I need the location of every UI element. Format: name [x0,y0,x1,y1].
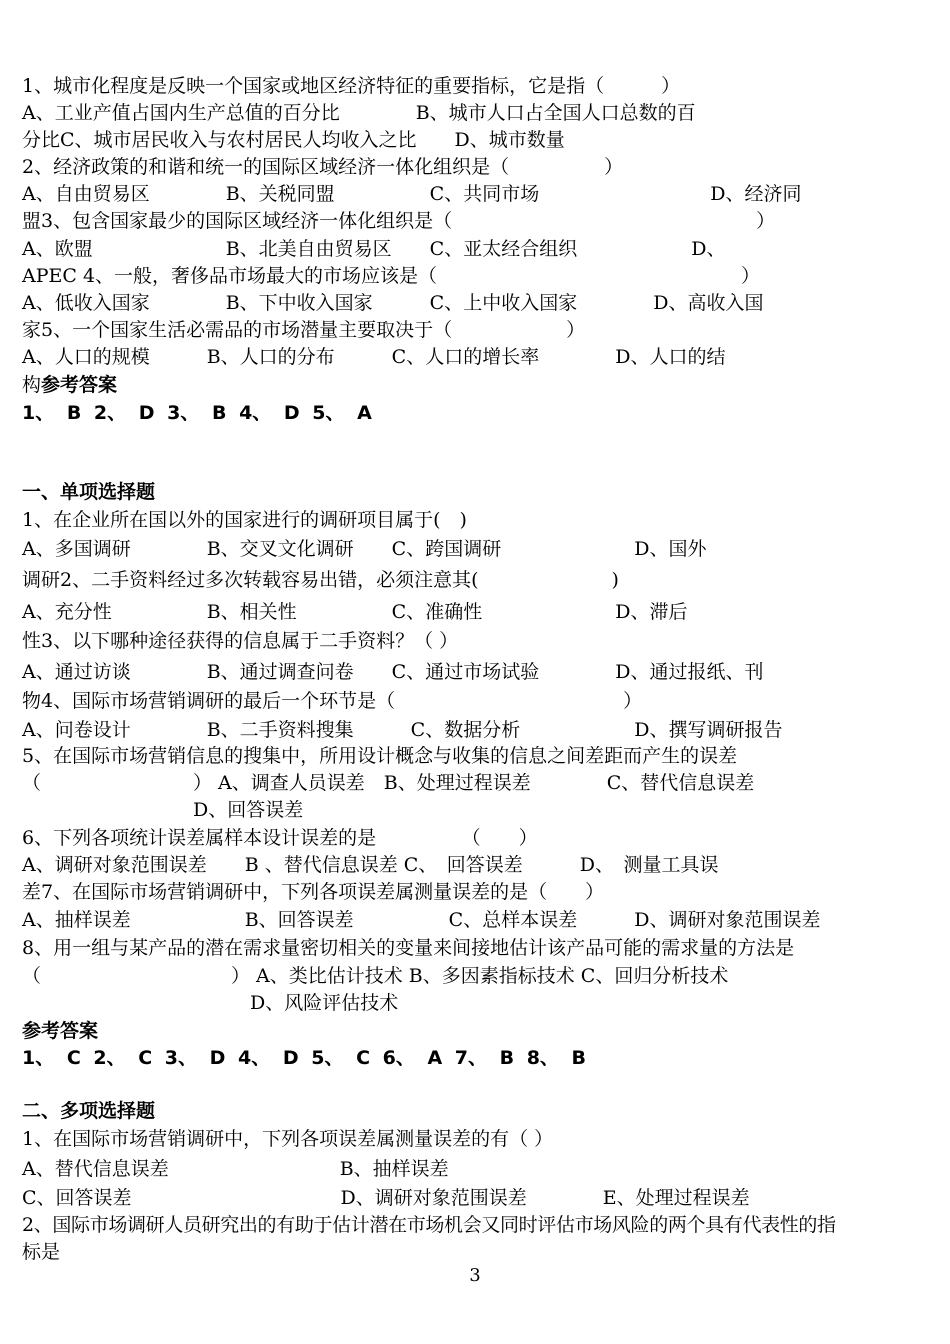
text-line: A、抽样误差 B、回答误差 C、总样本误差 D、调研对象范围误差 [22,909,821,931]
text-line: 分比C、城市居民收入与农村居民人均收入之比 D、城市数量 [22,129,565,151]
answer-key: 1、 B 2、 D 3、 B 4、 D 5、 A [22,402,372,424]
text-line: A、工业产值占国内生产总值的百分比 B、城市人口占全国人口总数的百 [22,102,696,124]
section-heading: 一、单项选择题 [22,481,156,503]
text-line: A、低收入国家 B、下中收入国家 C、上中收入国家 D、高收入国 [22,292,764,314]
text-line: A、多国调研 B、交叉文化调研 C、跨国调研 D、国外 [22,538,707,560]
text-line: 6、下列各项统计误差属样本设计误差的是 （ ） [22,827,538,849]
text-line: C、回答误差 D、调研对象范围误差 E、处理过程误差 [22,1187,750,1209]
text-line: 8、用一组与某产品的潜在需求量密切相关的变量来间接地估计该产品可能的需求量的方法是 [22,937,795,959]
text-line: A、欧盟 B、北美自由贸易区 C、亚太经合组织 D、 [22,238,726,260]
answer-heading-line [22,373,117,397]
text-line: 性3、以下哪种途径获得的信息属于二手资料？（ ） [22,630,459,652]
answer-heading: 参考答案 [22,1020,99,1042]
text-line: 物4、国际市场营销调研的最后一个环节是（ ） [22,690,643,712]
text-line: 标是 [22,1241,61,1263]
text-line: 1、城市化程度是反映一个国家或地区经济特征的重要指标，它是指（ ） [22,75,681,97]
text-line: 1、在国际市场营销调研中，下列各项误差属测量误差的有（ ） [22,1128,554,1150]
text-line: D、风险评估技术 [22,992,399,1014]
answer-key: 1、 C 2、 C 3、 D 4、 D 5、 C 6、 A 7、 B 8、 B [22,1047,587,1069]
page-number: 3 [469,1265,481,1286]
text-line: A、问卷设计 B、二手资料搜集 C、数据分析 D、撰写调研报告 [22,719,783,741]
section-heading: 二、多项选择题 [22,1100,156,1122]
text-line: D、回答误差 [22,799,304,821]
text-line: A、自由贸易区 B、关税同盟 C、共同市场 D、经济同 [22,183,802,205]
answer-prefix: 构 [22,374,42,396]
text-line: A、通过访谈 B、通过调查问卷 C、通过市场试验 D、通过报纸、刊 [22,661,764,683]
text-line: A、替代信息误差 B、抽样误差 [22,1158,449,1180]
text-line: （ ） A、类比估计技术 B、多因素指标技术 C、回归分析技术 [22,965,729,987]
text-line: 1、在企业所在国以外的国家进行的调研项目属于( ) [22,509,467,531]
text-line: A、调研对象范围误差 B 、替代信息误差 C、 回答误差 D、 测量工具误 [22,854,719,876]
text-line: 5、在国际市场营销信息的搜集中，所用设计概念与收集的信息之间差距而产生的误差 [22,745,738,767]
text-line: APEC 4、一般，奢侈品市场最大的市场应该是（ ） [22,265,761,287]
text-line: （ ） A、调查人员误差 B、处理过程误差 C、替代信息误差 [22,772,755,794]
text-line: 差7、在国际市场营销调研中，下列各项误差属测量误差的是（ ） [22,881,605,903]
text-line: 2、国际市场调研人员研究出的有助于估计潜在市场机会又同时评估市场风险的两个具有代表性的指 [22,1214,836,1236]
answer-heading: 参考答案 [41,374,118,396]
text-line: 盟3、包含国家最少的国际区域经济一体化组织是（ ） [22,210,776,232]
text-line: 家5、一个国家生活必需品的市场潜量主要取决于（ ） [22,319,586,341]
text-line: A、充分性 B、相关性 C、准确性 D、滞后 [22,601,688,623]
text-line: 2、经济政策的和谐和统一的国际区域经济一体化组织是（ ） [22,156,624,178]
text-line: 调研2、二手资料经过多次转载容易出错，必须注意其( ) [22,569,619,591]
text-line: A、人口的规模 B、人口的分布 C、人口的增长率 D、人口的结 [22,346,726,368]
